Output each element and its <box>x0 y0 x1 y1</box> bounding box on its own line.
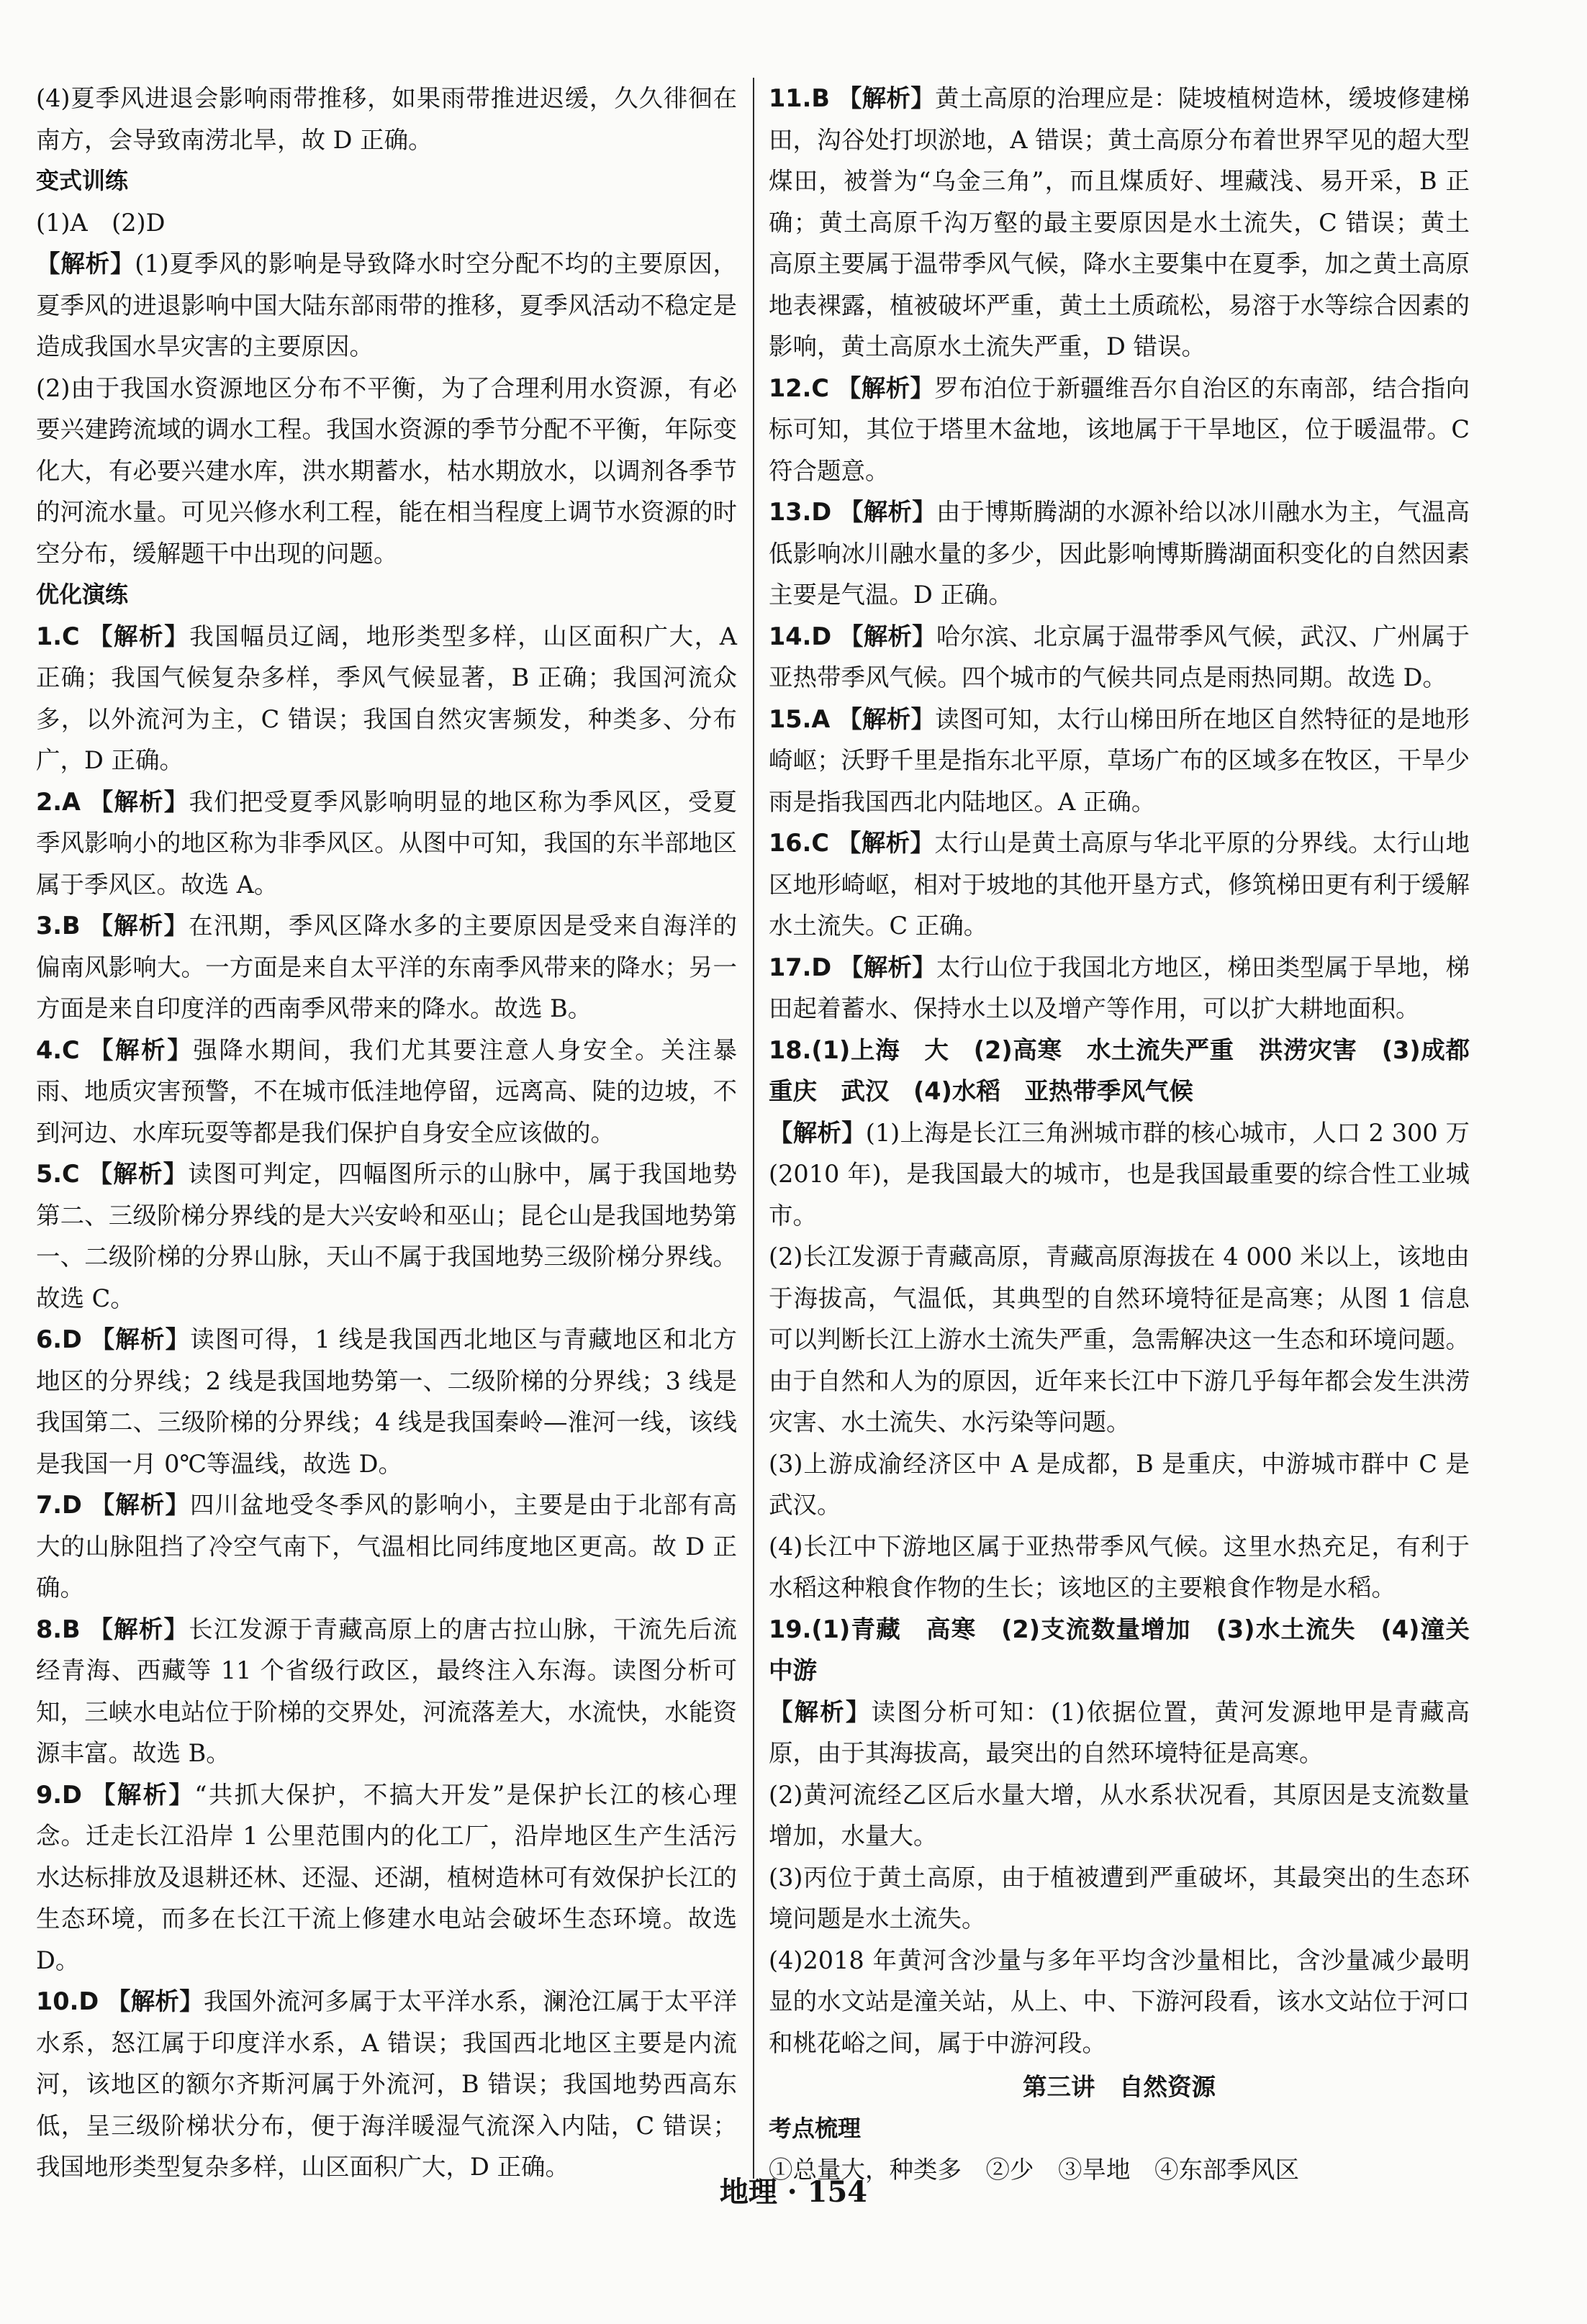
paragraph: (2)由于我国水资源地区分布不平衡，为了合理利用水资源，有必要兴建跨流域的调水工程。我国水资源的季节分配不平衡，年际变化大，有必要兴建水库，洪水期蓄水，枯水期放水，以调剂各季节的河流水量。可见兴修水利工程，能在相当程度上调节水资源的时空分布，缓解题干中出现的问题。 <box>36 373 737 568</box>
answer-item <box>36 905 737 1030</box>
question-number: 12.C <box>769 373 829 402</box>
right-column <box>753 78 1494 2184</box>
paragraph: (1)A (2)D <box>36 208 166 237</box>
answer-item <box>36 1774 737 1982</box>
analysis-text: 我国外流河多属于太平洋水系，澜沧江属于太平洋水系，怒江属于印度洋水系，A 错误；我国西北地区主要是内流河，该地区的额尔齐斯河属于外流河，B 错误；我国地势西高东低，呈三级阶梯状分布，便于海洋暖湿气流深入内陆，C 错误；我国地形类型复杂多样，山区面积广大，D 正确。 <box>36 1987 738 2181</box>
question-number: 18. <box>769 1035 812 1064</box>
page-footer: 地理 · 154 <box>719 2175 868 2209</box>
left-column <box>26 78 753 2179</box>
analysis-tag: 【解析】 <box>90 1491 190 1519</box>
analysis-tag: 【解析】 <box>836 829 935 857</box>
analysis-text: 黄土高原的治理应是：陡坡植树造林，缓坡修建梯田，沟谷处打坝淤地，A 错误；黄土高原分布着世界罕见的超大型煤田，被誉为“乌金三角”，而且煤质好、埋藏浅、易开采，B 正确；黄土高原千沟万壑的最主要原因是水土流失，C 错误；黄土高原主要属于温带季风气候，降水主要集中在夏季，加之黄土高原地表裸露，植被破坏严重，黄土土质疏松，易溶于水等综合因素的影响，黄土高原水土流失严重，D 错误。 <box>769 84 1470 360</box>
analysis-tag: 【解析】 <box>837 84 935 112</box>
analysis-text: 读图可知，太行山梯田所在地区自然特征的是地形崎岖；沃野千里是指东北平原，草场广布的区域多在牧区，干旱少雨是指我国西北内陆地区。A 正确。 <box>769 704 1470 816</box>
question-number: 4.C <box>36 1035 80 1064</box>
analysis-text: 读图可判定，四幅图所示的山脉中，属于我国地势第二、三级阶梯分界线的是大兴安岭和巫山；昆仑山是我国地势第一、二级阶梯的分界山脉，天山不属于我国地势三级阶梯分界线。故选 C。 <box>36 1160 738 1312</box>
analysis-text: 读图可得，1 线是我国西北地区与青藏地区和北方地区的分界线；2 线是我国地势第一、二级阶梯的分界线；3 线是我国第二、三级阶梯的分界线；4 线是我国秦岭—淮河一线，该线是我国一月 0℃等温线，故选 D。 <box>36 1325 737 1478</box>
analysis-tag: 【解析】 <box>89 1035 194 1064</box>
paragraph: ①总量大，种类多 ②少 ③旱地 ④东部季风区 <box>769 2156 1299 2184</box>
analysis-tag: 【解析】 <box>107 1987 204 2015</box>
analysis-tag: 【解析】 <box>89 787 189 816</box>
analysis-text: 我们把受夏季风影响明显的地区称为季风区，受夏季风影响小的地区称为非季风区。从图中可知，我国的东半部地区属于季风区。故选 A。 <box>36 787 738 899</box>
analysis-text: 在汛期，季风区降水多的主要原因是受来自海洋的偏南风影响大。一方面是来自太平洋的东南季风带来的降水；另一方面是来自印度洋的西南季风带来的降水。故选 B。 <box>36 912 738 1022</box>
answer-item <box>769 1609 1494 1692</box>
analysis-tag: 【解析】 <box>836 373 935 402</box>
question-number: 6.D <box>36 1325 82 1353</box>
answer-item <box>36 1609 737 1774</box>
paragraph: (4)夏季风进退会影响雨带推移，如果雨带推进迟缓，久久徘徊在南方，会导致南涝北旱，故 D 正确。 <box>36 84 737 154</box>
analysis-tag: 【解析】 <box>88 622 190 650</box>
analysis-text: 罗布泊位于新疆维吾尔自治区的东南部，结合指向标可知，其位于塔里木盆地，该地属于干旱地区，位于暖温带。C 符合题意。 <box>769 373 1470 485</box>
answer-page <box>26 78 1494 2184</box>
section-heading: 变式训练 <box>36 167 129 194</box>
paragraph: (2)长江发源于青藏高原，青藏高原海拔在 4 000 米以上，该地由于海拔高，气温低，其典型的自然环境特征是高寒；从图 1 信息可以判断长江上游水土流失严重，急需解决这一生态和环境问题。由于自然和人为的原因，近年来长江中下游几乎每年都会发生洪涝灾害、水土流失、水污染等问题。 <box>769 1243 1470 1436</box>
paragraph: (4)2018 年黄河含沙量与多年平均含沙量相比，含沙量减少最明显的水文站是潼关站，从上、中、下游河段看，该水文站位于河口和桃花峪之间，属于中游河段。 <box>769 1946 1470 2057</box>
analysis-text: 读图分析可知：(1)依据位置，黄河发源地甲是青藏高原，由于其海拔高，最突出的自然环境特征是高寒。 <box>769 1697 1470 1767</box>
answer-item <box>36 616 737 781</box>
answer-item <box>36 1981 737 2188</box>
section-heading: 考点梳理 <box>769 2114 862 2142</box>
analysis-text: “共抓大保护，不搞大开发”是保护长江的核心理念。迁走长江沿岸 1 公里范围内的化工厂，沿岸地区生产生活污水达标排放及退耕还林、还湿、还湖，植树造林可有效保护长江的生态环境，而多在长江干流上修建水电站会破坏生态环境。故选 D。 <box>36 1780 737 1974</box>
answer-item <box>36 781 737 906</box>
question-number: 17.D <box>769 953 832 981</box>
analysis-text: (1)夏季风的影响是导致降水时空分配不均的主要原因，夏季风的进退影响中国大陆东部雨带的推移，夏季风活动不稳定是造成我国水旱灾害的主要原因。 <box>36 250 738 360</box>
question-number: 5.C <box>36 1160 80 1188</box>
question-number: 19. <box>769 1615 812 1643</box>
analysis-text: 由于博斯腾湖的水源补给以冰川融水为主，气温高低影响冰川融水量的多少，因此影响博斯腾湖面积变化的自然因素主要是气温。D 正确。 <box>769 498 1470 609</box>
analysis-tag: 【解析】 <box>769 1697 872 1726</box>
answer-item <box>769 78 1470 368</box>
answer-item <box>36 1484 737 1609</box>
answer-item <box>769 1692 1470 1774</box>
question-number: 8.B <box>36 1615 81 1643</box>
question-number: 3.B <box>36 912 81 940</box>
question-number: 15.A <box>769 704 831 733</box>
answer-item <box>769 699 1470 823</box>
answer-item <box>769 947 1470 1030</box>
question-number: 16.C <box>769 829 829 857</box>
analysis-tag: 【解析】 <box>89 912 189 940</box>
answer-item <box>769 616 1470 699</box>
question-number: 10.D <box>36 1987 99 2015</box>
answer-item <box>36 1319 737 1484</box>
analysis-text: 四川盆地受冬季风的影响小，主要是由于北部有高大的山脉阻挡了冷空气南下，气温相比同纬度地区更高。故 D 正确。 <box>36 1491 738 1602</box>
question-number: 1.C <box>36 622 80 650</box>
answer-item <box>769 1030 1494 1112</box>
lecture-title: 第三讲 自然资源 <box>1023 2073 1216 2101</box>
analysis-text: 我国幅员辽阔，地形类型多样，山区面积广大，A 正确；我国气候复杂多样，季风气候显著，B 正确；我国河流众多，以外流河为主，C 错误；我国自然灾害频发，种类多、分布广，D 正确。 <box>36 622 737 774</box>
analysis-tag: 【解析】 <box>838 704 936 733</box>
answer-text: (1)上海 大 (2)高寒 水土流失严重 洪涝灾害 (3)成都 重庆 武汉 (4)水稻 亚热带季风气候 <box>769 1035 1494 1105</box>
paragraph: (2)黄河流经乙区后水量大增，从水系状况看，其原因是支流数量增加，水量大。 <box>769 1780 1470 1850</box>
question-number: 9.D <box>36 1780 82 1809</box>
question-number: 7.D <box>36 1491 82 1519</box>
answer-text: (1)青藏 高寒 (2)支流数量增加 (3)水土流失 (4)潼关 中游 <box>769 1615 1494 1684</box>
analysis-tag: 【解析】 <box>839 498 936 526</box>
analysis-tag: 【解析】 <box>91 1780 195 1809</box>
analysis-text: 哈尔滨、北京属于温带季风气候，武汉、广州属于亚热带季风气候。四个城市的气候共同点是雨热同期。故选 D。 <box>769 622 1470 691</box>
answer-item <box>36 1030 737 1154</box>
analysis-text: 太行山是黄土高原与华北平原的分界线。太行山地区地形崎岖，相对于坡地的其他开垦方式，修筑梯田更有利于缓解水土流失。C 正确。 <box>769 829 1470 940</box>
analysis-tag: 【解析】 <box>839 953 936 981</box>
analysis-tag: 【解析】 <box>839 622 936 650</box>
analysis-tag: 【解析】 <box>90 1325 191 1353</box>
analysis-tag: 【解析】 <box>89 1615 189 1643</box>
analysis-tag: 【解析】 <box>36 250 135 278</box>
section-heading: 优化演练 <box>36 581 129 608</box>
answer-item <box>769 368 1470 492</box>
question-number: 14.D <box>769 622 832 650</box>
question-number: 2.A <box>36 787 81 816</box>
paragraph: (4)长江中下游地区属于亚热带季风气候。这里水热充足，有利于水稻这种粮食作物的生长；该地区的主要粮食作物是水稻。 <box>769 1532 1470 1602</box>
answer-item <box>36 243 737 368</box>
answer-item <box>769 1112 1470 1237</box>
answer-item <box>769 822 1470 947</box>
answer-item <box>36 1153 737 1319</box>
paragraph: (3)上游成渝经济区中 A 是成都，B 是重庆，中游城市群中 C 是武汉。 <box>769 1449 1470 1519</box>
paragraph: (3)丙位于黄土高原，由于植被遭到严重破坏，其最突出的生态环境问题是水土流失。 <box>769 1863 1470 1933</box>
analysis-text: 太行山位于我国北方地区，梯田类型属于旱地，梯田起着蓄水、保持水土以及增产等作用，可以扩大耕地面积。 <box>769 953 1470 1022</box>
analysis-text: 长江发源于青藏高原上的唐古拉山脉，干流先后流经青海、西藏等 11 个省级行政区，最终注入东海。读图分析可知，三峡水电站位于阶梯的交界处，河流落差大，水流快，水能资源丰富。故选 B。 <box>36 1615 738 1767</box>
analysis-tag: 【解析】 <box>88 1160 189 1188</box>
analysis-tag: 【解析】 <box>769 1118 866 1147</box>
analysis-text: (1)上海是长江三角洲城市群的核心城市，人口 2 300 万(2010 年)，是我国最大的城市，也是我国最重要的综合性工业城市。 <box>769 1118 1470 1230</box>
analysis-text: 强降水期间，我们尤其要注意人身安全。关注暴雨、地质灾害预警，不在城市低洼地停留，远离高、陡的边坡，不到河边、水库玩耍等都是我们保护自身安全应该做的。 <box>36 1035 738 1147</box>
answer-item <box>769 491 1470 616</box>
question-number: 11.B <box>769 84 830 112</box>
question-number: 13.D <box>769 498 832 526</box>
